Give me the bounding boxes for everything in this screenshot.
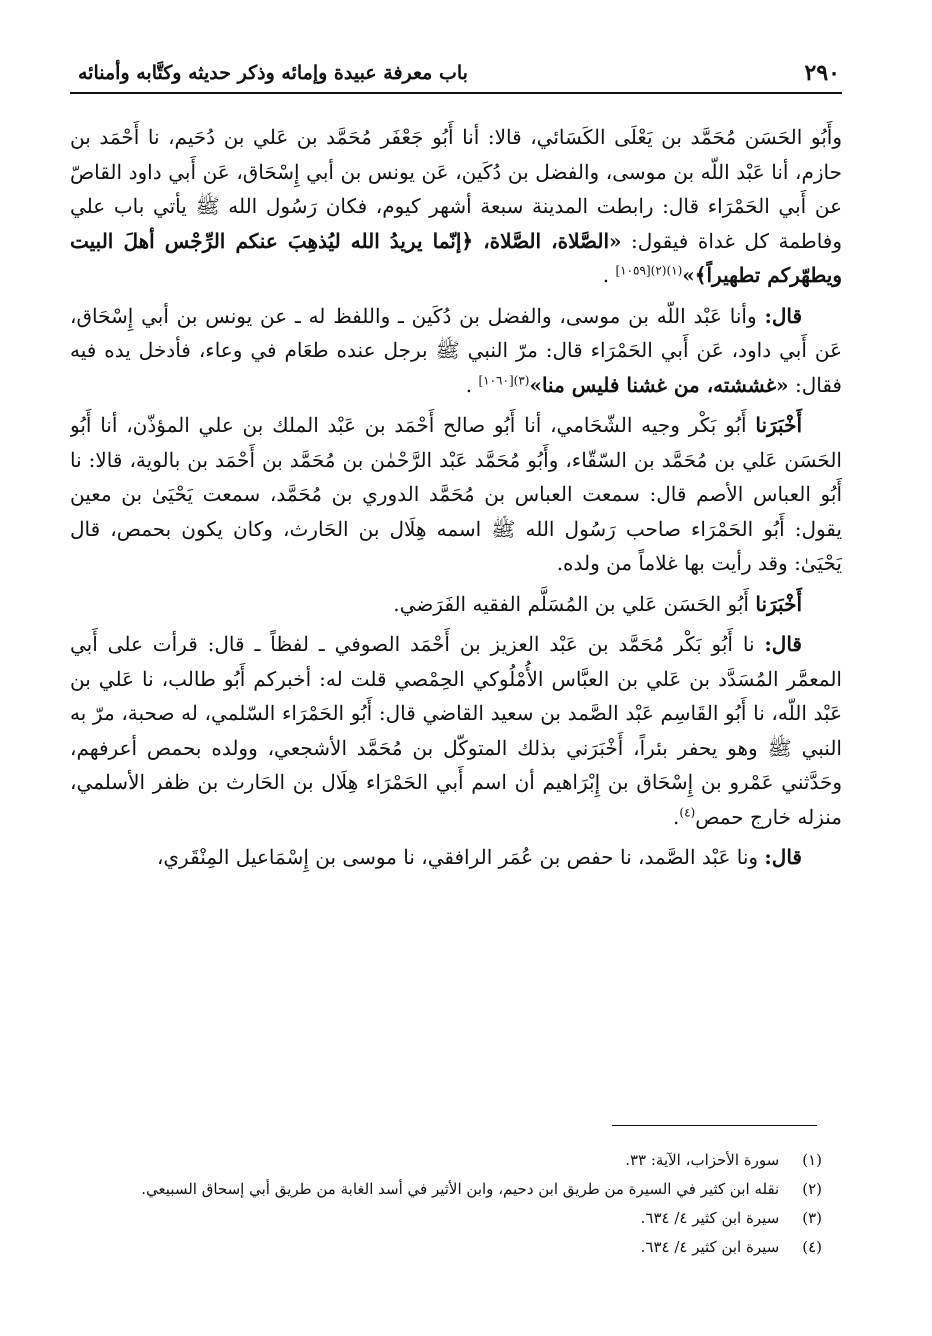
footnote [70,1204,822,1233]
footnote-marker: (٤) [679,804,696,819]
paragraph-text: نا أَبُو بَكْر مُحَمَّد بن عَبْد العزيز بن أَحْمَد الصوفي ـ لفظاً ـ قال: قرأت على أَبي المعمَّر المُسَدَّد بن عَلي بن العبَّاس الأُمْلُوكي الحِمْصي قلت له: أخبركم أَبُو طالب، نا عَلي بن عَبْد اللّه، نا أَبُو القَاسِم عَبْد الصَّمد بن سعيد القاضي قال: أَبُو الحَمْرَاء السّلمي، له صحبة، مرّ به النبي ﷺ وهو يحفر بئراً، أَخْبَرَني بذلك المتوكّل بن مُحَمَّد الأشجعي، وولده بحمص أعرفهم، وحَدَّثني عَمْرو بن إِسْحَاق بن إِبْرَاهيم أن اسم أَبي الحَمْرَاء هِلَال بن الحَارث بن ظفر الأسلمي، منزله خارج حمص [70,632,842,829]
footnote-marker: (١)(٢)[١٠٥٩] [615,263,683,278]
footnote [70,1233,822,1262]
footnote-marker: (٣)[١٠٦٠] [478,372,530,387]
paragraph-lead: قال: [764,303,803,328]
paragraph-lead: قال: [764,845,802,869]
paragraph-end: . [465,372,473,397]
paragraph-3 [70,408,842,581]
footnotes [70,1146,822,1262]
paragraph-text: أَبُو الحَسَن عَلي بن المُسَلَّم الفقيه الفَرَضي. [393,591,749,616]
paragraph-text: وأنا عَبْد اللّه بن موسى، والفضل بن دُكَين ـ واللفظ له ـ عن يونس بن أبي إِسْحَاق، عَن أَبي داود، عَن أَبي الحَمْرَاء قال: مرّ النبي ﷺ برجل عنده طعَام في وعاء، فأدخل يده فيه فقال: [70,303,842,397]
footnote-number: (١) [802,1151,822,1169]
paragraph-6 [70,840,842,875]
footnote [70,1146,822,1175]
paragraph-text: وأَبُو الحَسَن مُحَمَّد بن يَعْلَى الكَسَائي، قالا: أنا أَبُو جَعْفَر مُحَمَّد بن عَلي بن دُحَيم، نا أَحْمَد بن حازم، أنا عَبْد اللّه بن موسى، والفضل بن دُكَين، عَن يونس بن أبي إِسْحَاق، عَن أَبي داود القاصّ عن أَبي الحَمْرَاء قال: رابطت المدينة سبعة أشهر كيوم، فكان رَسُول الله ﷺ يأتي باب علي وفاطمة كل غداة فيقول: [70,125,842,253]
footnote-number: (٤) [802,1238,822,1256]
paragraph-lead: أَخْبَرَنا [755,413,802,437]
paragraph-1 [70,120,842,293]
quoted-hadith: «الصَّلاة، الصَّلاة، ﴿إنّما يريدُ الله ليُذهِبَ عنكم الرِّجْس أهلَ البيت ويطهّركم تطهيراً﴾» [70,228,842,287]
paragraph-text: ونا عَبْد الصَّمد، نا حفص بن عُمَر الرافقي، نا موسى بن إِسْمَاعيل المِنْقَري، [156,845,759,869]
footnote-text: نقله ابن كثير في السيرة من طريق ابن دحيم، وابن الأثير في أسد الغابة من طريق أبي إسحاق السبيعي. [141,1180,780,1198]
footnote-number: (٢) [802,1180,822,1198]
main-text [70,120,842,1095]
page-number: ٢٩٠ [804,60,840,86]
paragraph-end: . [602,263,610,287]
paragraph-lead: أَخْبَرَنا [755,591,802,616]
running-title: باب معرفة عبيدة وإمائه وذكر حديثه وكتَّابه وأمنائه [78,62,468,84]
paragraph-2 [70,299,842,403]
paragraph-end: . [673,804,680,829]
paragraph-lead: قال: [764,632,802,656]
header-divider [70,92,842,94]
paragraph-4 [70,587,842,622]
footnote-text: سيرة ابن كثير ٤/ ٦٣٤. [640,1238,780,1256]
footnote-text: سيرة ابن كثير ٤/ ٦٣٤. [640,1209,780,1227]
quoted-hadith: «غششته، من غشنا فليس منا» [529,372,789,397]
paragraph-5 [70,627,842,834]
footnote-divider [612,1125,817,1126]
page-header [78,56,840,90]
footnote-number: (٣) [802,1209,822,1227]
footnote [70,1175,822,1204]
paragraph-text: أَبُو بَكْر وجيه الشّحَامي، أنا أَبُو صالح أَحْمَد بن عَبْد الملك بن علي المؤذّن، أنا أَبُو الحَسَن عَلي بن مُحَمَّد بن السّقّاء، وأَبُو مُحَمَّد عَبْد الرَّحْمٰن بن مُحَمَّد بن أَحْمَد بن بالوية، قالا: نا أَبُو العباس الأصم قال: سمعت العباس بن مُحَمَّد الدوري بن مُحَمَّد، سمعت يَحْيَىٰ بن معين يقول: أَبُو الحَمْرَاء صاحب رَسُول الله ﷺ اسمه هِلَال بن الحَارث، وكان يكون بحمص، قال يَحْيَىٰ: وقد رأيت بها غلاماً من ولده. [70,413,842,575]
footnote-text: سورة الأحزاب، الآية: ٣٣. [625,1151,780,1169]
